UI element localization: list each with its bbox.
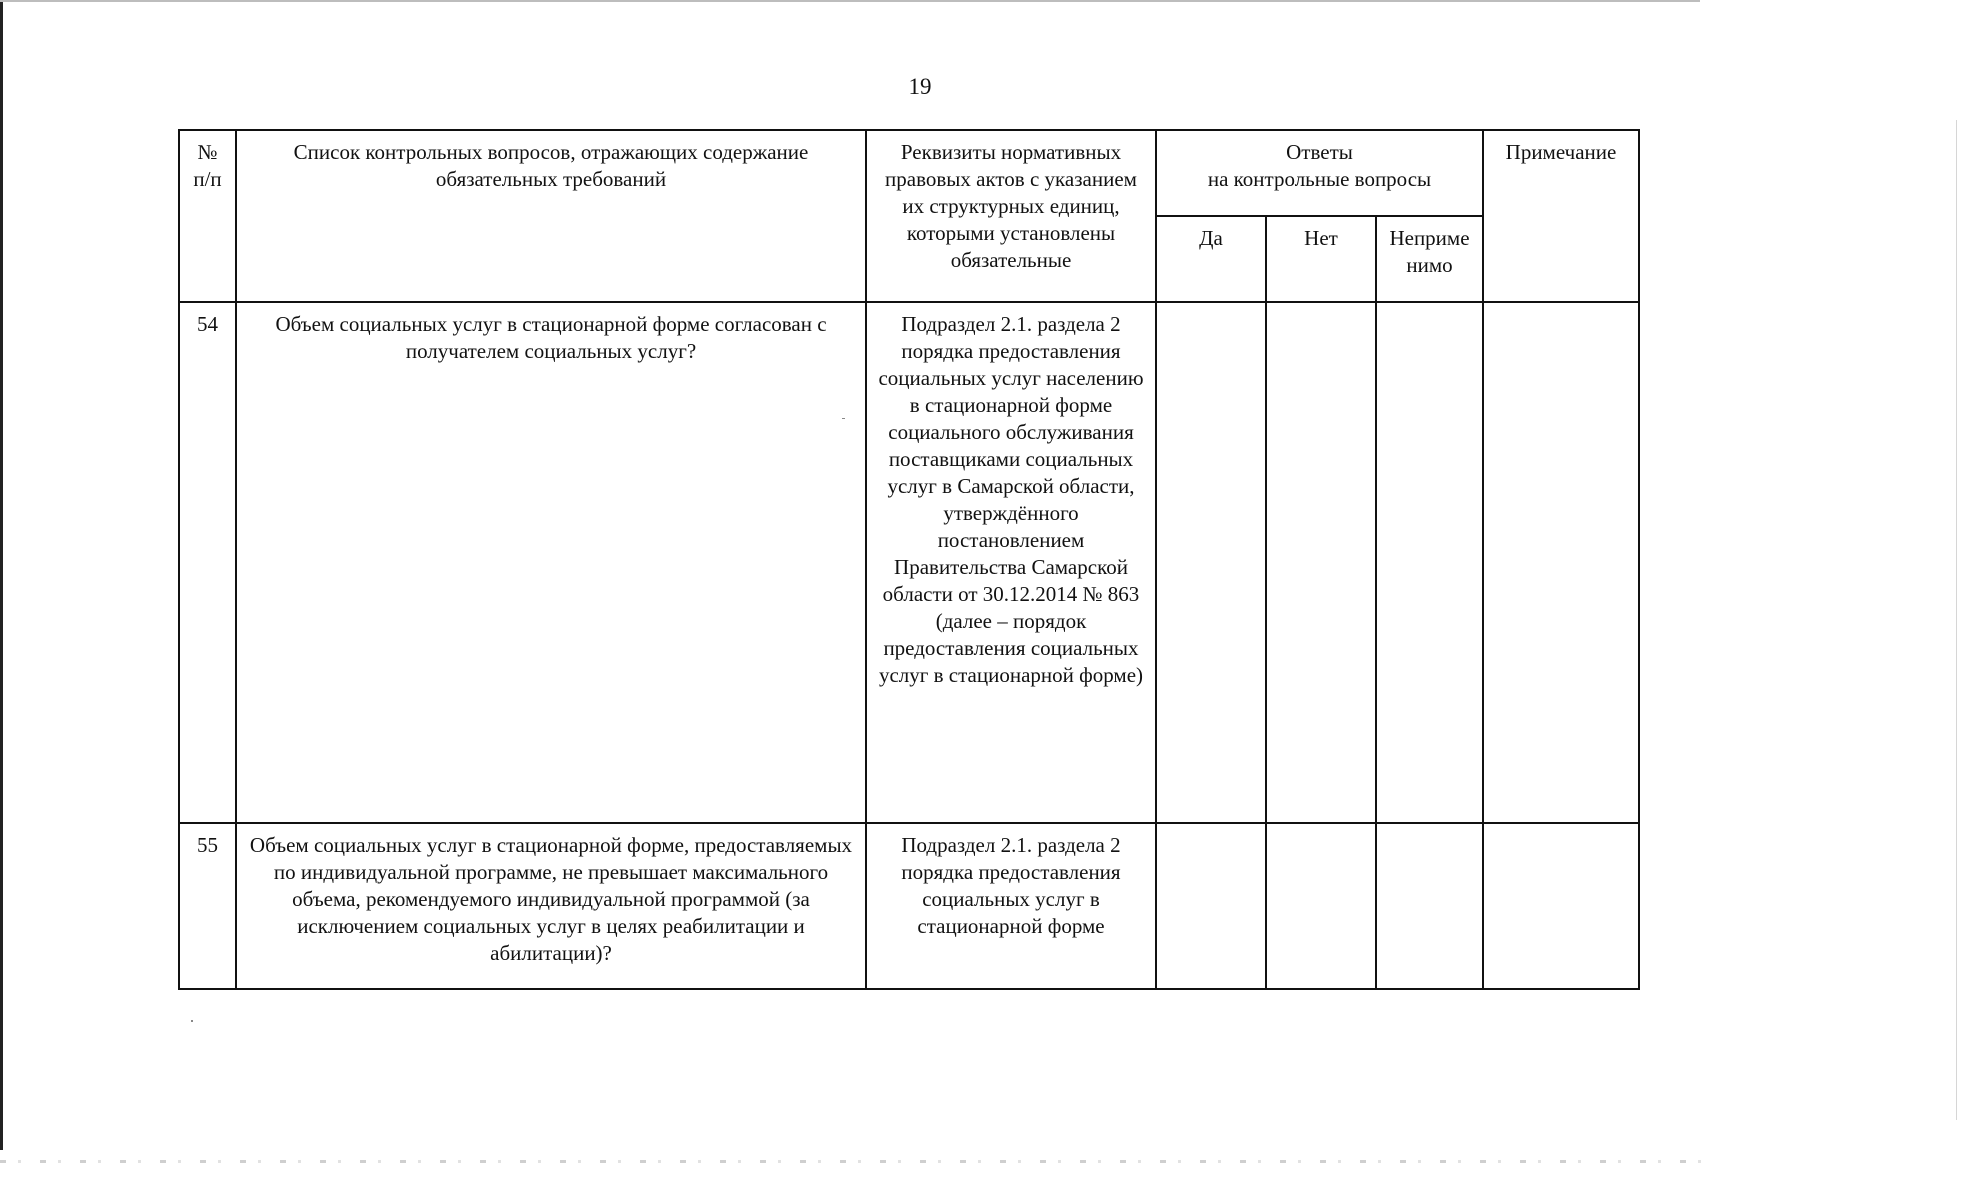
row-num: 54 bbox=[179, 302, 236, 823]
row-requisites: Подраздел 2.1. раздела 2 порядка предоставления социальных услуг населению в стационарной форме социального обслуживания поставщиками социальных услуг в Самарской области, утверждённого постановлением Правительства Самарской области от 30.12.2014 № 863 (далее – порядок предоставления социальных услуг в стационарной форме) bbox=[866, 302, 1156, 823]
row-note bbox=[1483, 823, 1639, 989]
header-num: № п/п bbox=[179, 130, 236, 302]
row-answer-na bbox=[1376, 302, 1483, 823]
row-answer-no bbox=[1266, 823, 1376, 989]
header-questions: Список контрольных вопросов, отражающих содержание обязательных требований bbox=[236, 130, 866, 302]
header-requisites: Реквизиты нормативных правовых актов с указанием их структурных единиц, которыми установлены обязательные bbox=[885, 140, 1137, 272]
header-row bbox=[179, 130, 1639, 216]
scan-bottom-noise bbox=[0, 1160, 1720, 1163]
row-answer-yes bbox=[1156, 823, 1266, 989]
scan-speck bbox=[191, 1020, 193, 1022]
header-requisites-cell bbox=[866, 130, 1156, 302]
header-note: Примечание bbox=[1483, 130, 1639, 302]
row-num: 55 bbox=[179, 823, 236, 989]
header-na: Неприме нимо bbox=[1376, 216, 1483, 302]
header-answers: Ответы на контрольные вопросы bbox=[1156, 130, 1483, 216]
scan-edge-top bbox=[0, 0, 1700, 2]
row-question: Объем социальных услуг в стационарной форме, предоставляемых по индивидуальной программе, не превышает максимального объема, рекомендуемого индивидуальной программой (за исключением социальных услуг в целях реабилитации и абилитации)? bbox=[236, 823, 866, 989]
header-yes: Да bbox=[1156, 216, 1266, 302]
row-note bbox=[1483, 302, 1639, 823]
row-question: Объем социальных услуг в стационарной форме согласован с получателем социальных услуг? bbox=[236, 302, 866, 823]
table-row bbox=[179, 302, 1639, 823]
scan-edge-right bbox=[1956, 120, 1957, 1120]
table-row bbox=[179, 823, 1639, 989]
row-answer-yes bbox=[1156, 302, 1266, 823]
page-number: 19 bbox=[908, 74, 932, 99]
header-no: Нет bbox=[1266, 216, 1376, 302]
row-requisites: Подраздел 2.1. раздела 2 порядка предоставления социальных услуг в стационарной форме bbox=[866, 823, 1156, 989]
row-answer-no bbox=[1266, 302, 1376, 823]
checklist-table bbox=[178, 129, 1640, 990]
scan-edge-left bbox=[0, 0, 3, 1150]
row-answer-na bbox=[1376, 823, 1483, 989]
